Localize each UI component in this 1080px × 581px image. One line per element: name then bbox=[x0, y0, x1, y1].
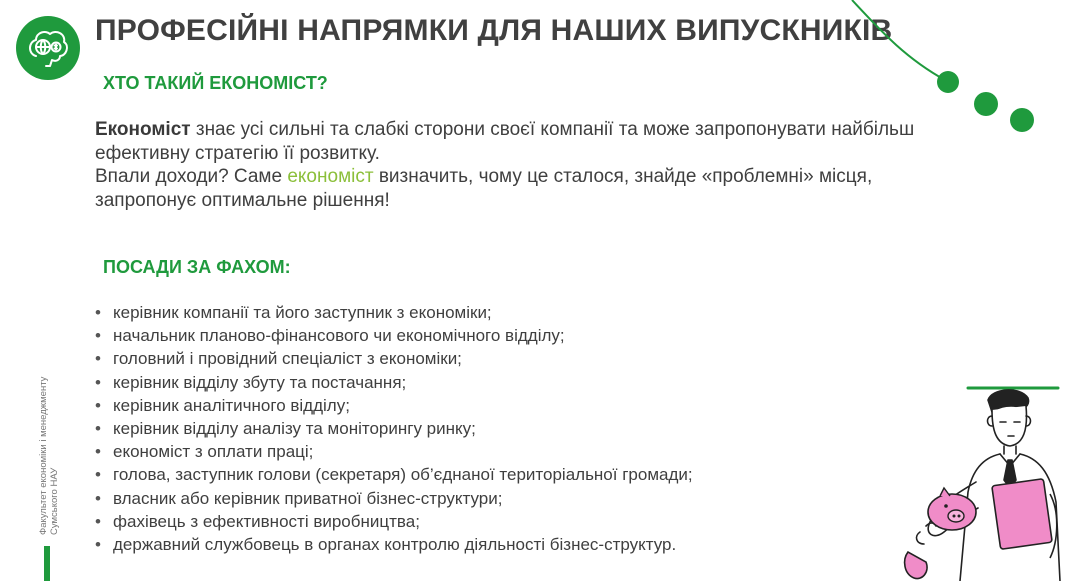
university-name: Сумського НАУ bbox=[49, 467, 60, 535]
list-item: • начальник планово-фінансового чи економічного відділу; bbox=[95, 324, 693, 347]
section-heading-who: ХТО ТАКИЙ ЕКОНОМІСТ? bbox=[103, 73, 328, 93]
list-item: • фахівець з ефективності виробництва; bbox=[95, 510, 693, 533]
decor-dot bbox=[937, 71, 959, 93]
list-item: • голова, заступник голови (секретаря) об’єднаної територіальної громади; bbox=[95, 463, 693, 486]
intro-paragraph bbox=[95, 118, 975, 212]
list-item: • керівник відділу збуту та постачання; bbox=[95, 371, 693, 394]
list-item: • головний і провідний спеціаліст з економіки; bbox=[95, 347, 693, 370]
list-item: • керівник аналітичного відділу; bbox=[95, 394, 693, 417]
faculty-vertical-label bbox=[38, 355, 60, 535]
intro-text-2: Впали доходи? Саме bbox=[95, 166, 288, 187]
folder-icon bbox=[992, 479, 1052, 550]
list-item: • економіст з оплати праці; bbox=[95, 440, 693, 463]
faculty-name: Факультет економіки і менеджменту bbox=[38, 376, 49, 535]
intro-text-3: визначить, чому це сталося, знайде «проблемні» місця, запропонує оптимальне рішення! bbox=[95, 166, 873, 211]
list-item: • державний службовець в органах контролю діяльності бізнес-структур. bbox=[95, 533, 693, 556]
vertical-accent-bar bbox=[44, 546, 50, 581]
bold-term: Економіст bbox=[95, 119, 191, 140]
highlight-term: економіст bbox=[287, 166, 374, 187]
decor-dot bbox=[1010, 108, 1034, 132]
intro-text-1: знає усі сильні та слабкі сторони своєї компанії та може запропонувати найбільш ефективну стратегію її розвитку. bbox=[95, 119, 915, 164]
positions-list bbox=[95, 301, 693, 556]
section-heading-positions: ПОСАДИ ЗА ФАХОМ: bbox=[103, 257, 291, 277]
list-item: • керівник компанії та його заступник з економіки; bbox=[95, 301, 693, 324]
decor-dot bbox=[974, 92, 998, 116]
economist-illustration bbox=[900, 382, 1080, 581]
page-title: ПРОФЕСІЙНІ НАПРЯМКИ ДЛЯ НАШИХ ВИПУСКНИКІВ bbox=[95, 14, 893, 47]
list-item: • власник або керівник приватної бізнес-структури; bbox=[95, 487, 693, 510]
list-item: • керівник відділу аналізу та моніторингу ринку; bbox=[95, 417, 693, 440]
